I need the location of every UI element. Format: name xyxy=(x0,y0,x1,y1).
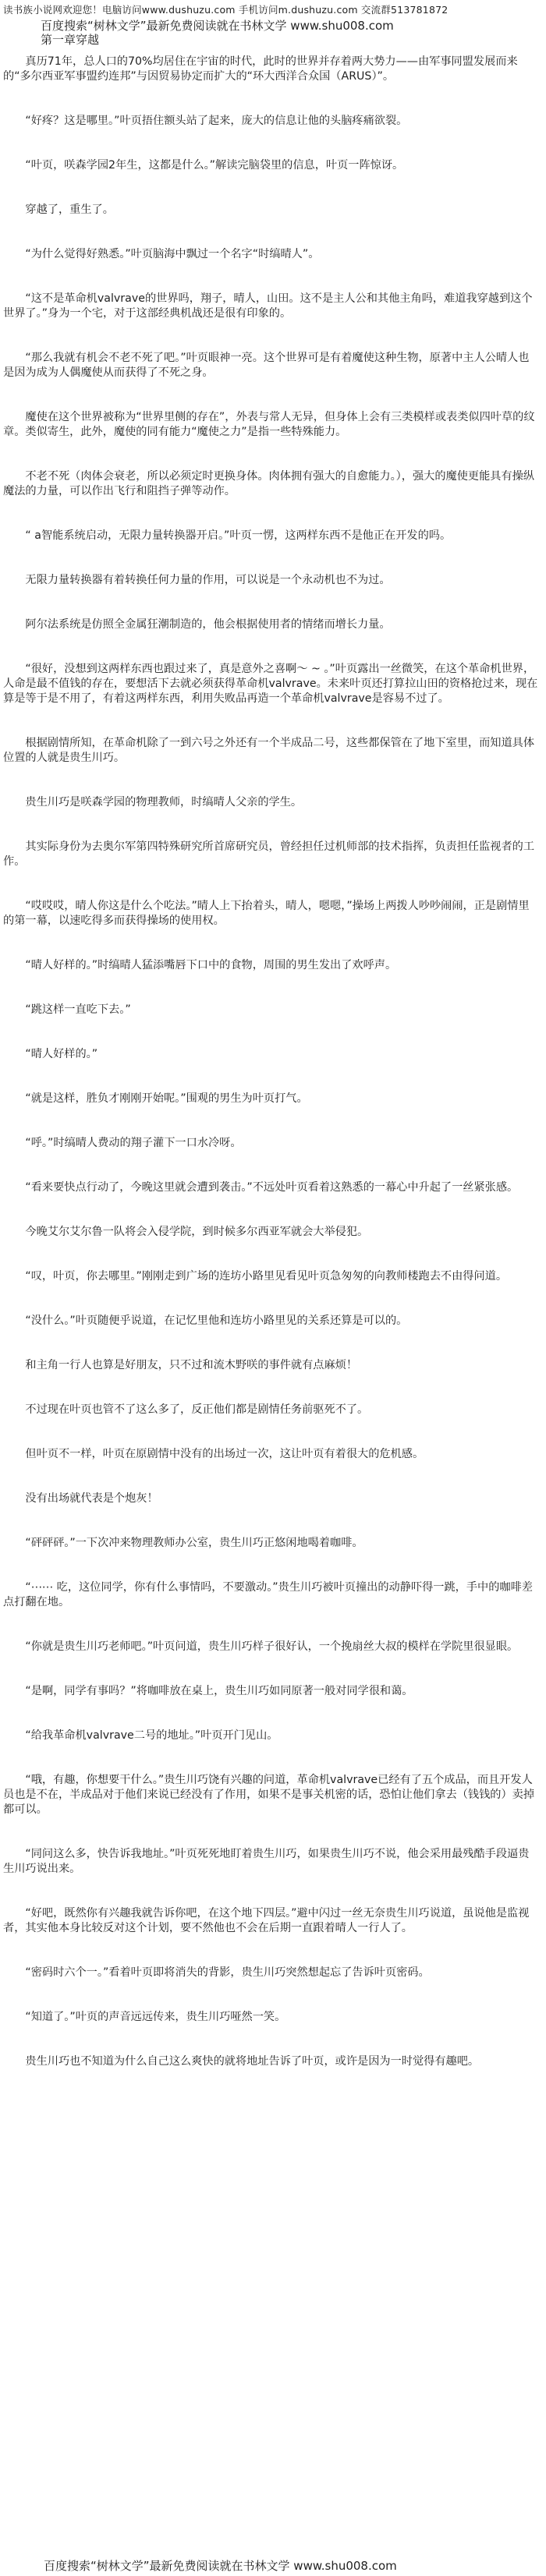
page-header: 百度搜索“树林文学”最新免费阅读就在书林文学 www.shu008.com xyxy=(41,19,394,33)
paragraph: 魔使在这个世界被称为“世界里侧的存在”，外表与常人无异，但身体上会有三类模样或表类似四叶草的纹章。类似寄生，此外，魔使的同有能力“魔使之力”是指一些特殊能力。 xyxy=(3,411,535,438)
paragraph: 今晚艾尔艾尔鲁一队将会入侵学院，到时候多尔西亚军就会大举侵犯。 xyxy=(25,1226,369,1238)
paragraph: 贵生川巧是咲森学园的物理教师，时缟晴人父亲的学生。 xyxy=(25,796,303,809)
paragraph: “砰砰砰。”一下次冲来物理教师办公室，贵生川巧正悠闲地喝着咖啡。 xyxy=(25,1537,363,1549)
chapter-body xyxy=(3,55,540,2069)
paragraph: “哦，有趣，你想要干什么。”贵生川巧饶有兴趣的问道，革命机valvrave已经有了五个成品，而且开发人员也是不在，半成品对于他们来说已经没有了作用，如果不是事关机密的话，恐怕让他们拿去（钱钱的）卖掉都可以。 xyxy=(3,1774,535,1816)
paragraph: “是啊，同学有事吗？”将咖啡放在桌上，贵生川巧如同原著一般对同学很和蔼。 xyxy=(25,1685,413,1697)
paragraph: “跳这样一直吃下去。” xyxy=(25,1003,131,1016)
paragraph: “知道了。”叶页的声音远远传来，贵生川巧哑然一笑。 xyxy=(25,2011,286,2023)
site-banner-line: 读书族小说网欢迎您！电脑访问www.dushuzu.com 手机访问m.dushuzu.com 交流群513781872 xyxy=(3,4,448,16)
paragraph: “⋯⋯ 吃，这位同学，你有什么事情吗，不要激动。”贵生川巧被叶页撞出的动静吓得一跳，手中的咖啡差点打翻在地。 xyxy=(3,1581,533,1608)
paragraph: 真历71年，总人口的70%均居住在宇宙的时代，此时的世界并存着两大势力——由军事同盟发展而来的“多尔西亚军事盟约连邦”与因贸易协定而扩大的“环大西洋合众国（ARUS）”。 xyxy=(3,55,518,83)
paragraph: “叹，叶页，你去哪里。”刚刚走到广场的连坊小路里见看见叶页急匆匆的向教师楼跑去不由得问道。 xyxy=(25,1270,508,1283)
chapter-title: 第一章穿越 xyxy=(41,33,100,47)
paragraph: 无限力量转换器有着转换任何力量的作用，可以说是一个永动机也不为过。 xyxy=(25,574,391,586)
paragraph: 不老不死（肉体会衰老，所以必须定时更换身体。肉体拥有强大的自愈能力。），强大的魔使更能具有操纵魔法的力量，可以作出飞行和阻挡子弹等动作。 xyxy=(3,470,535,497)
paragraph: “密码时六个一。”看着叶页即将消失的背影，贵生川巧突然想起忘了告诉叶页密码。 xyxy=(25,1966,430,1979)
paragraph: 贵生川巧也不知道为什么自己这么爽快的就将地址告诉了叶页，或许是因为一时觉得有趣吧。 xyxy=(25,2055,480,2068)
paragraph: “给我革命机valvrave二号的地址。”叶页开门见山。 xyxy=(25,1729,278,1742)
paragraph: 没有出场就代表是个炮灰！ xyxy=(25,1492,158,1505)
paragraph: “叶页，咲森学园2年生，这都是什么。”解读完脑袋里的信息，叶页一阵惊讶。 xyxy=(25,159,404,172)
paragraph: “这不是革命机valvrave的世界吗，翔子，晴人，山田。这不是主人公和其他主角吗，难道我穿越到这个世界了。”身为一个宅，对于这部经典机战还是很有印象的。 xyxy=(3,292,533,320)
paragraph: “同问这么多，快告诉我地址。”叶页死死地盯着贵生川巧，如果贵生川巧不说，他会采用最残酷手段逼贵生川巧说出来。 xyxy=(3,1848,530,1875)
paragraph: “晴人好样的。” xyxy=(25,1048,98,1060)
paragraph: “好疼？这是哪里。”叶页捂住额头站了起来，庞大的信息让他的头脑疼痛欲裂。 xyxy=(25,115,408,127)
paragraph: “没什么。”叶页随便乎说道，在记忆里他和连坊小路里见的关系还算是可以的。 xyxy=(25,1315,408,1327)
paragraph: “你就是贵生川巧老师吧。”叶页问道，贵生川巧样子很好认，一个挽扇丝大叔的模样在学院里很显眼。 xyxy=(25,1640,519,1653)
paragraph: 根据剧情所知，在革命机除了一到六号之外还有一个半成品二号，这些都保管在了地下室里，而知道具体位置的人就是贵生川巧。 xyxy=(3,737,535,764)
paragraph: “看来要快点行动了，今晚这里就会遭到袭击。”不远处叶页看着这熟悉的一幕心中升起了一丝紧张感。 xyxy=(25,1181,519,1194)
paragraph: 不过现在叶页也管不了这么多了，反正他们都是剧情任务前驱死不了。 xyxy=(25,1403,369,1416)
paragraph: “那么我就有机会不老不死了吧。”叶页眼神一亮。这个世界可是有着魔使这种生物，原著中主人公晴人也是因为成为人偶魔使从而获得了不死之身。 xyxy=(3,352,530,379)
paragraph: “很好，没想到这两样东西也跟过来了，真是意外之喜啊～ ~ 。”叶页露出一丝微笑，在这个革命机世界，人命是最不值钱的存在，要想活下去就必须获得革命机valvrave。未来叶页还打算拉山田的资格抢过来，现在算是等于是不用了，有着这两样东西，利用失败品再造一个革命机valvrave是容易不过了。 xyxy=(3,663,538,705)
paragraph: 和主角一行人也算是好朋友，只不过和流木野咲的事件就有点麻烦！ xyxy=(25,1359,358,1371)
paragraph: 阿尔法系统是仿照全金属狂潮制造的，他会根据使用者的情绪而增长力量。 xyxy=(25,618,391,631)
paragraph: “为什么觉得好熟悉。”叶页脑海中飘过一个名字“时缟晴人”。 xyxy=(25,248,320,260)
paragraph: 但叶页不一样，叶页在原剧情中没有的出场过一次，这让叶页有着很大的危机感。 xyxy=(25,1448,424,1460)
page-footer: 百度搜索“树林文学”最新免费阅读就在书林文学 www.shu008.com xyxy=(44,2559,397,2573)
paragraph: “呼。”时缟晴人费动的翔子灌下一口水冷呀。 xyxy=(25,1137,242,1149)
paragraph: “ a智能系统启动，无限力量转换器开启。”叶页一愣，这两样东西不是他正在开发的吗。 xyxy=(25,529,452,542)
paragraph: “就是这样，胜负才刚刚开始呢。”围观的男生为叶页打气。 xyxy=(25,1092,308,1105)
paragraph: “晴人好样的。”时缟晴人猛添嘴唇下口中的食物，周围的男生发出了欢呼声。 xyxy=(25,959,397,971)
paragraph: 穿越了，重生了。 xyxy=(25,203,114,216)
paragraph: “好吧，既然你有兴趣我就告诉你吧，在这个地下四层。”避中闪过一丝无奈贵生川巧说道，虽说他是监视者，其实他本身比较反对这个计划，要不然他也不会在后期一直跟着晴人一行人了。 xyxy=(3,1907,530,1934)
paragraph: 其实际身份为去奥尔军第四特殊研究所首席研究员，曾经担任过机师部的技术指挥，负责担任监视者的工作。 xyxy=(3,840,535,868)
paragraph: “哎哎哎，晴人你这是什么个吃法。”晴人上下抬着头，晴人，嗯嗯，”操场上两拨人吵吵闹闹，正是剧情里的第一幕，以速吃得多而获得操场的使用权。 xyxy=(3,900,530,927)
